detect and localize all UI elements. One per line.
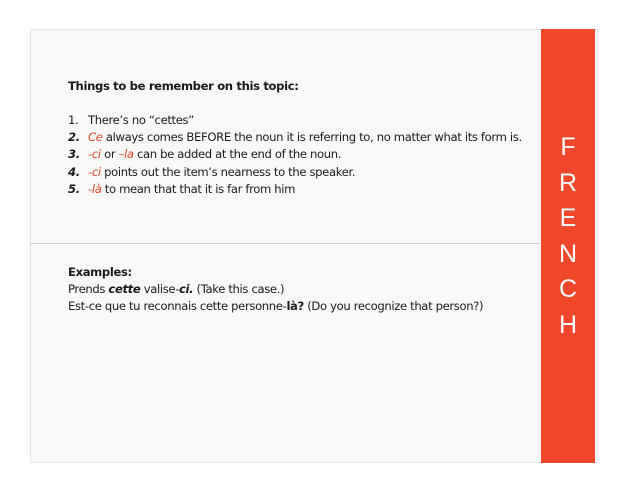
list-item [68, 112, 538, 129]
topic-heading: Things to be remember on this topic: [68, 79, 299, 93]
item-text: -là to mean that that it is far from him [88, 181, 296, 196]
example-line: Est-ce que tu reconnais cette personne-là? (Do you recognize that person?) [68, 299, 484, 313]
item-number: 4. [68, 164, 80, 179]
highlight-word: Ce [88, 130, 103, 145]
item-text: Ce always comes BEFORE the noun it is referring to, no matter what its form is. [88, 130, 522, 145]
item-text: There’s no “cettes” [88, 113, 194, 127]
side-letter: E [559, 204, 577, 232]
highlight-word: -là [88, 181, 102, 196]
highlight-word: -ci [88, 164, 101, 179]
item-text: -ci points out the item’s nearness to the speaker. [88, 164, 356, 179]
highlight-word: -ci [88, 147, 101, 162]
list-item [68, 181, 538, 198]
list-item [68, 146, 538, 163]
highlight-word: –la [118, 147, 134, 162]
side-letter: F [560, 133, 576, 161]
list-item [68, 164, 538, 181]
side-letter: C [558, 275, 578, 303]
side-title [541, 130, 595, 343]
item-number: 5. [68, 181, 80, 196]
topic-section [68, 78, 538, 198]
side-letter: R [558, 168, 578, 197]
examples-section [68, 264, 538, 315]
side-letter: N [558, 239, 578, 268]
item-number: 2. [68, 130, 80, 145]
item-text: -ci or –la can be added at the end of the noun. [88, 147, 342, 162]
examples-heading: Examples: [68, 265, 132, 279]
example-line: Prends cette valise-ci. (Take this case.) [68, 282, 285, 296]
side-letter: H [558, 310, 578, 339]
item-number: 3. [68, 147, 80, 162]
item-number: 1. [68, 113, 79, 127]
section-divider [30, 243, 540, 244]
list-item [68, 129, 538, 146]
rules-list [68, 112, 538, 198]
